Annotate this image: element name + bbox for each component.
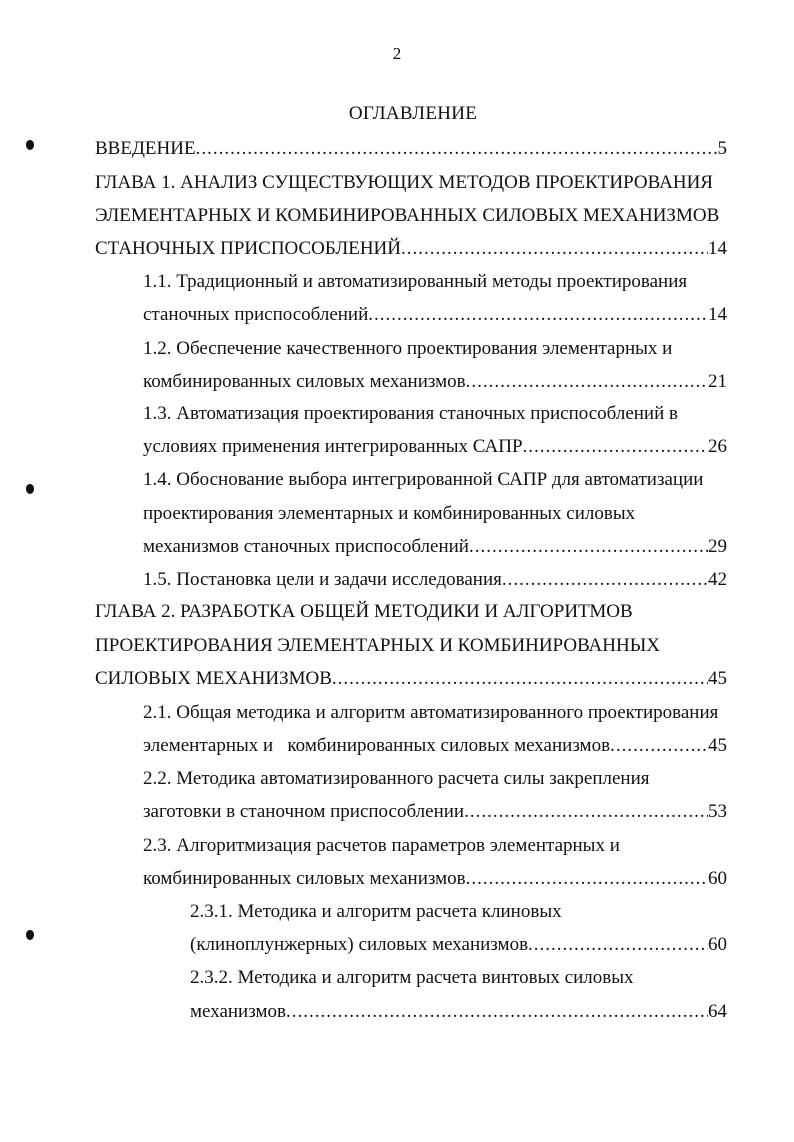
toc-entry-title: СИЛОВЫХ МЕХАНИЗМОВ (95, 668, 332, 689)
toc-entry-title: станочных приспособлений (143, 304, 369, 325)
toc-entry-title: комбинированных силовых механизмов (143, 868, 466, 889)
toc-entry-1-4[interactable] (143, 468, 727, 492)
toc-entry-2-3-1-end[interactable] (190, 933, 727, 957)
toc-page-number: 5 (717, 138, 727, 159)
toc-entry-1-2[interactable] (143, 337, 727, 361)
dot-leader (469, 535, 708, 559)
toc-entry-title: СТАНОЧНЫХ ПРИСПОСОБЛЕНИЙ (95, 238, 401, 259)
toc-entry-title: 2.3.1. Методика и алгоритм расчета клиновых (190, 901, 562, 922)
scan-mark-icon (26, 484, 34, 494)
toc-entry-1-3[interactable] (143, 402, 727, 426)
toc-entry-title: ГЛАВА 2. РАЗРАБОТКА ОБЩЕЙ МЕТОДИКИ И АЛГОРИТМОВ (95, 601, 633, 622)
toc-entry-title: механизмов станочных приспособлений (143, 536, 469, 557)
toc-page-number: 45 (708, 735, 727, 756)
toc-page-number: 42 (708, 569, 727, 590)
toc-entry-title: ВВЕДЕНИЕ (95, 138, 196, 159)
dot-leader (610, 734, 708, 758)
toc-entry-title: 2.3.2. Методика и алгоритм расчета винтовых силовых (190, 967, 634, 988)
toc-entry-2-3-end[interactable] (143, 867, 727, 891)
toc-entry-title: условиях применения интегрированных САПР (143, 436, 523, 457)
toc-entry-chapter-2-cont (95, 634, 727, 658)
dot-leader (332, 667, 708, 691)
toc-entry-title: механизмов (190, 1001, 286, 1022)
dot-leader (466, 867, 708, 891)
toc-entry-title: 1.4. Обоснование выбора интегрированной САПР для автоматизации (143, 469, 704, 490)
toc-page-number: 21 (708, 371, 727, 392)
page-number: 2 (392, 44, 402, 63)
toc-entry-1-5[interactable] (143, 568, 727, 592)
scan-mark-icon (26, 930, 34, 940)
toc-page-number: 45 (708, 668, 727, 689)
toc-entry-1-1[interactable] (143, 270, 727, 294)
toc-entry-title: (клиноплунжерных) силовых механизмов (190, 934, 529, 955)
dot-leader (286, 1000, 708, 1024)
dot-leader (528, 933, 708, 957)
toc-page-number: 60 (708, 934, 727, 955)
toc-entry-title: 1.2. Обеспечение качественного проектирования элементарных и (143, 338, 673, 359)
toc-entry-chapter-1[interactable] (95, 171, 727, 195)
toc-entry-1-1-end[interactable] (143, 303, 727, 327)
toc-entry-title: комбинированных силовых механизмов (143, 371, 466, 392)
scan-mark-icon (26, 140, 34, 150)
toc-entry-2-3-2-end[interactable] (190, 1000, 727, 1024)
toc-entry-title: элементарных и комбинированных силовых механизмов (143, 735, 611, 756)
dot-leader (368, 303, 708, 327)
toc-entry-title: ЭЛЕМЕНТАРНЫХ И КОМБИНИРОВАННЫХ СИЛОВЫХ МЕХАНИЗМОВ (95, 205, 720, 226)
toc-entry-title: 2.2. Методика автоматизированного расчета силы закрепления (143, 768, 650, 789)
dot-leader (466, 370, 708, 394)
toc-page-number: 14 (708, 238, 727, 259)
toc-entry-1-2-end[interactable] (143, 370, 727, 394)
toc-entry-title: 2.1. Общая методика и алгоритм автоматизированного проектирования (143, 702, 719, 723)
toc-entry-2-1-end[interactable] (143, 734, 727, 758)
dot-leader (523, 435, 708, 459)
toc-entry-chapter-1-cont (95, 204, 727, 228)
toc-entry-2-3-1[interactable] (190, 900, 727, 924)
toc-entry-2-1[interactable] (143, 701, 732, 725)
toc-entry-title: 1.5. Постановка цели и задачи исследования (143, 569, 502, 590)
toc-entry-title: ГЛАВА 1. АНАЛИЗ СУЩЕСТВУЮЩИХ МЕТОДОВ ПРОЕКТИРОВАНИЯ (95, 172, 713, 193)
toc-entry-title: 2.3. Алгоритмизация расчетов параметров элементарных и (143, 835, 620, 856)
dot-leader (196, 137, 718, 161)
toc-page-number: 64 (708, 1001, 727, 1022)
toc-entry-chapter-1-end[interactable] (95, 237, 727, 261)
toc-entry-title: ПРОЕКТИРОВАНИЯ ЭЛЕМЕНТАРНЫХ И КОМБИНИРОВАННЫХ (95, 635, 661, 656)
toc-entry-2-2-end[interactable] (143, 800, 727, 824)
toc-page-number: 14 (708, 304, 727, 325)
toc-entry-title: 1.3. Автоматизация проектирования станочных приспособлений в (143, 403, 678, 424)
toc-entry-chapter-2-end[interactable] (95, 667, 727, 691)
dot-leader (401, 237, 708, 261)
toc-page-number: 29 (708, 536, 727, 557)
toc-page-number: 60 (708, 868, 727, 889)
toc-entry-title: проектирования элементарных и комбинированных силовых (143, 503, 636, 524)
toc-page-number: 53 (708, 801, 727, 822)
toc-title: ОГЛАВЛЕНИЕ (348, 103, 478, 124)
toc-entry-chapter-2[interactable] (95, 600, 727, 624)
toc-entry-title: 1.1. Традиционный и автоматизированный методы проектирования (143, 271, 688, 292)
toc-entry-2-3[interactable] (143, 834, 727, 858)
toc-entry-2-2[interactable] (143, 767, 727, 791)
dot-leader (502, 568, 708, 592)
toc-entry-introduction[interactable] (95, 137, 727, 161)
toc-entry-title: заготовки в станочном приспособлении (143, 801, 465, 822)
toc-entry-1-4-end[interactable] (143, 535, 727, 559)
toc-page-number: 26 (708, 436, 727, 457)
toc-entry-2-3-2[interactable] (190, 966, 727, 990)
toc-entry-1-3-end[interactable] (143, 435, 727, 459)
dot-leader (464, 800, 708, 824)
toc-entry-1-4-cont (143, 502, 727, 526)
